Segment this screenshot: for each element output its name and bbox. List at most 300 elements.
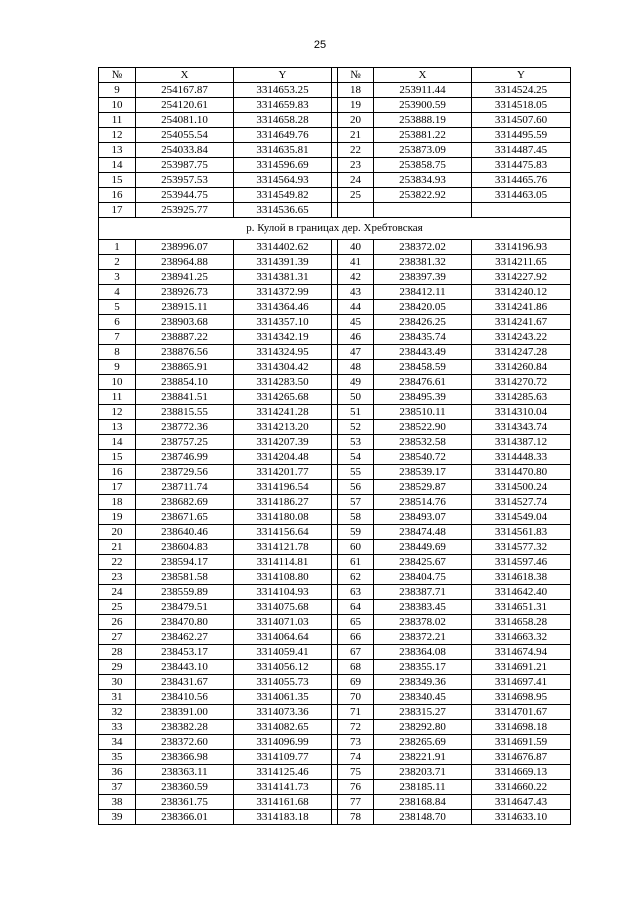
coord-y: 3314204.48 [234, 450, 332, 465]
point-num-right: 75 [338, 765, 374, 780]
coord-x: 238996.07 [136, 240, 234, 255]
point-num-right: 73 [338, 735, 374, 750]
coord-x-right: 238387.71 [374, 585, 472, 600]
point-num: 17 [99, 203, 136, 218]
point-num-right: 25 [338, 188, 374, 203]
table-row [99, 360, 571, 375]
table-row [99, 750, 571, 765]
coord-x: 238865.91 [136, 360, 234, 375]
point-num: 39 [99, 810, 136, 825]
coord-y-right: 3314448.33 [472, 450, 571, 465]
point-num: 37 [99, 780, 136, 795]
coord-y: 3314635.81 [234, 143, 332, 158]
coord-x: 238361.75 [136, 795, 234, 810]
coord-y-right: 3314196.93 [472, 240, 571, 255]
coord-x: 238410.56 [136, 690, 234, 705]
table-row [99, 570, 571, 585]
coord-x-right: 238315.27 [374, 705, 472, 720]
point-num-right: 24 [338, 173, 374, 188]
point-num-right: 67 [338, 645, 374, 660]
coord-x: 238462.27 [136, 630, 234, 645]
header-x: X [136, 68, 234, 83]
coord-y-right: 3314243.22 [472, 330, 571, 345]
point-num: 13 [99, 143, 136, 158]
table-row [99, 690, 571, 705]
coord-x-right: 238420.05 [374, 300, 472, 315]
coord-x-right: 238540.72 [374, 450, 472, 465]
coord-y-right: 3314518.05 [472, 98, 571, 113]
coord-x-right: 253858.75 [374, 158, 472, 173]
coord-y: 3314109.77 [234, 750, 332, 765]
table-row [99, 600, 571, 615]
coord-y: 3314241.28 [234, 405, 332, 420]
coord-x-right: 238435.74 [374, 330, 472, 345]
point-num-right: 19 [338, 98, 374, 113]
coord-y-right: 3314669.13 [472, 765, 571, 780]
coord-y-right: 3314527.74 [472, 495, 571, 510]
table-row [99, 630, 571, 645]
coord-y-right: 3314260.84 [472, 360, 571, 375]
table-row [99, 450, 571, 465]
table-row [99, 330, 571, 345]
point-num-right: 44 [338, 300, 374, 315]
coord-x: 238470.80 [136, 615, 234, 630]
coord-x: 238746.99 [136, 450, 234, 465]
coord-y-right: 3314549.04 [472, 510, 571, 525]
point-num-right: 70 [338, 690, 374, 705]
coord-x: 238594.17 [136, 555, 234, 570]
table-row [99, 405, 571, 420]
table-row [99, 345, 571, 360]
coord-y: 3314183.18 [234, 810, 332, 825]
table-row [99, 390, 571, 405]
coordinates-table [98, 67, 571, 825]
coord-y-right: 3314310.04 [472, 405, 571, 420]
coord-x: 254167.87 [136, 83, 234, 98]
coord-y: 3314073.36 [234, 705, 332, 720]
table-row [99, 240, 571, 255]
coord-y: 3314075.68 [234, 600, 332, 615]
coord-x-right: 238349.36 [374, 675, 472, 690]
table-row [99, 660, 571, 675]
table-row [99, 510, 571, 525]
coord-y: 3314304.42 [234, 360, 332, 375]
coord-x-right: 238458.59 [374, 360, 472, 375]
table-row [99, 315, 571, 330]
coord-y-right: 3314247.28 [472, 345, 571, 360]
coord-x-right: 238443.49 [374, 345, 472, 360]
coord-y-right: 3314660.22 [472, 780, 571, 795]
point-num-right: 64 [338, 600, 374, 615]
table-row [99, 555, 571, 570]
coord-x-right: 238495.39 [374, 390, 472, 405]
table-row [99, 615, 571, 630]
coord-x-right: 238522.90 [374, 420, 472, 435]
table-row [99, 255, 571, 270]
table-row [99, 645, 571, 660]
coord-x: 238941.25 [136, 270, 234, 285]
coord-y: 3314196.54 [234, 480, 332, 495]
coord-y: 3314104.93 [234, 585, 332, 600]
coord-x-right: 238476.61 [374, 375, 472, 390]
coord-x: 238711.74 [136, 480, 234, 495]
point-num: 14 [99, 435, 136, 450]
point-num: 12 [99, 405, 136, 420]
point-num: 24 [99, 585, 136, 600]
point-num: 35 [99, 750, 136, 765]
point-num: 10 [99, 98, 136, 113]
coord-y-right: 3314495.59 [472, 128, 571, 143]
point-num-right: 63 [338, 585, 374, 600]
coord-x: 254081.10 [136, 113, 234, 128]
coord-x: 238366.98 [136, 750, 234, 765]
coord-x-right: 238514.76 [374, 495, 472, 510]
point-num: 12 [99, 128, 136, 143]
coord-x-right: 238378.02 [374, 615, 472, 630]
coord-y-right: 3314387.12 [472, 435, 571, 450]
coord-x: 238431.67 [136, 675, 234, 690]
coord-x: 253925.77 [136, 203, 234, 218]
coord-x: 238876.56 [136, 345, 234, 360]
table-row [99, 495, 571, 510]
coord-y: 3314121.78 [234, 540, 332, 555]
table-row [99, 720, 571, 735]
point-num: 23 [99, 570, 136, 585]
point-num: 3 [99, 270, 136, 285]
point-num: 9 [99, 83, 136, 98]
table-row [99, 270, 571, 285]
header-y-right: Y [472, 68, 571, 83]
coord-x: 238443.10 [136, 660, 234, 675]
coord-x: 254033.84 [136, 143, 234, 158]
coord-x-right: 238426.25 [374, 315, 472, 330]
coord-x-right: 238383.45 [374, 600, 472, 615]
coord-x-right: 238449.69 [374, 540, 472, 555]
coord-x-right: 238404.75 [374, 570, 472, 585]
coord-y: 3314402.62 [234, 240, 332, 255]
coord-y: 3314061.35 [234, 690, 332, 705]
coord-y-right: 3314343.74 [472, 420, 571, 435]
coord-y: 3314596.69 [234, 158, 332, 173]
coord-x: 238887.22 [136, 330, 234, 345]
coord-y: 3314549.82 [234, 188, 332, 203]
coord-x: 238964.88 [136, 255, 234, 270]
coord-x-right [374, 203, 472, 218]
point-num: 26 [99, 615, 136, 630]
point-num-right: 43 [338, 285, 374, 300]
coord-x: 238772.36 [136, 420, 234, 435]
point-num: 16 [99, 188, 136, 203]
point-num: 16 [99, 465, 136, 480]
coord-x-right: 238412.11 [374, 285, 472, 300]
point-num-right: 59 [338, 525, 374, 540]
coord-y-right: 3314500.24 [472, 480, 571, 495]
table-row [99, 435, 571, 450]
point-num: 28 [99, 645, 136, 660]
point-num-right: 46 [338, 330, 374, 345]
coord-x-right: 238203.71 [374, 765, 472, 780]
coord-y-right: 3314691.21 [472, 660, 571, 675]
coord-y: 3314201.77 [234, 465, 332, 480]
table-header-row [99, 68, 571, 83]
header-x-right: X [374, 68, 472, 83]
coord-x: 238559.89 [136, 585, 234, 600]
point-num: 4 [99, 285, 136, 300]
coord-x: 238366.01 [136, 810, 234, 825]
coord-y-right [472, 203, 571, 218]
coord-y-right: 3314691.59 [472, 735, 571, 750]
coord-y: 3314324.95 [234, 345, 332, 360]
coord-y-right: 3314663.32 [472, 630, 571, 645]
point-num: 22 [99, 555, 136, 570]
coord-x: 254120.61 [136, 98, 234, 113]
point-num-right: 57 [338, 495, 374, 510]
coord-x: 238757.25 [136, 435, 234, 450]
header-num: № [99, 68, 136, 83]
coord-y-right: 3314674.94 [472, 645, 571, 660]
point-num: 13 [99, 420, 136, 435]
table-row [99, 735, 571, 750]
table-row [99, 420, 571, 435]
coord-y: 3314064.64 [234, 630, 332, 645]
coord-x: 238682.69 [136, 495, 234, 510]
point-num-right: 49 [338, 375, 374, 390]
point-num: 17 [99, 480, 136, 495]
coord-x: 253944.75 [136, 188, 234, 203]
coord-x: 238453.17 [136, 645, 234, 660]
coord-x-right: 253900.59 [374, 98, 472, 113]
section-title-row [99, 218, 571, 240]
coord-x-right: 238510.11 [374, 405, 472, 420]
point-num-right: 45 [338, 315, 374, 330]
coord-x-right: 238185.11 [374, 780, 472, 795]
coord-y: 3314357.10 [234, 315, 332, 330]
point-num: 19 [99, 510, 136, 525]
coord-x: 238815.55 [136, 405, 234, 420]
coord-x-right: 238474.48 [374, 525, 472, 540]
point-num-right: 66 [338, 630, 374, 645]
coord-x: 238479.51 [136, 600, 234, 615]
point-num: 32 [99, 705, 136, 720]
point-num-right: 18 [338, 83, 374, 98]
table-row [99, 128, 571, 143]
coord-y-right: 3314698.95 [472, 690, 571, 705]
coord-x: 238841.51 [136, 390, 234, 405]
point-num-right: 41 [338, 255, 374, 270]
coord-y-right: 3314577.32 [472, 540, 571, 555]
table-row [99, 465, 571, 480]
point-num: 9 [99, 360, 136, 375]
coord-y-right: 3314647.43 [472, 795, 571, 810]
point-num: 11 [99, 390, 136, 405]
point-num: 7 [99, 330, 136, 345]
coord-x-right: 238148.70 [374, 810, 472, 825]
coord-y: 3314071.03 [234, 615, 332, 630]
point-num-right: 65 [338, 615, 374, 630]
point-num: 2 [99, 255, 136, 270]
point-num-right: 78 [338, 810, 374, 825]
coord-y-right: 3314465.76 [472, 173, 571, 188]
coord-x: 238581.58 [136, 570, 234, 585]
table-row [99, 375, 571, 390]
point-num-right: 62 [338, 570, 374, 585]
coord-x: 238729.56 [136, 465, 234, 480]
table-row [99, 705, 571, 720]
coord-y: 3314141.73 [234, 780, 332, 795]
point-num: 15 [99, 173, 136, 188]
coord-y-right: 3314698.18 [472, 720, 571, 735]
coord-y: 3314283.50 [234, 375, 332, 390]
coord-y-right: 3314561.83 [472, 525, 571, 540]
header-num-right: № [338, 68, 374, 83]
coord-y-right: 3314470.80 [472, 465, 571, 480]
coord-y: 3314114.81 [234, 555, 332, 570]
coord-x: 238372.60 [136, 735, 234, 750]
coord-y-right: 3314651.31 [472, 600, 571, 615]
coord-y: 3314082.65 [234, 720, 332, 735]
coord-y: 3314055.73 [234, 675, 332, 690]
coord-x-right: 253834.93 [374, 173, 472, 188]
coord-x: 238360.59 [136, 780, 234, 795]
coord-x: 238363.11 [136, 765, 234, 780]
coord-y: 3314056.12 [234, 660, 332, 675]
coord-x: 238604.83 [136, 540, 234, 555]
coord-y: 3314108.80 [234, 570, 332, 585]
table-row [99, 143, 571, 158]
coord-x: 238382.28 [136, 720, 234, 735]
coord-y-right: 3314475.83 [472, 158, 571, 173]
table-row [99, 780, 571, 795]
point-num-right [338, 203, 374, 218]
coord-x: 238915.11 [136, 300, 234, 315]
coord-y-right: 3314487.45 [472, 143, 571, 158]
coord-y-right: 3314697.41 [472, 675, 571, 690]
coord-x-right: 238425.67 [374, 555, 472, 570]
table-row [99, 795, 571, 810]
coord-x: 238926.73 [136, 285, 234, 300]
coord-y: 3314364.46 [234, 300, 332, 315]
coord-x: 238671.65 [136, 510, 234, 525]
point-num-right: 56 [338, 480, 374, 495]
coord-x-right: 253881.22 [374, 128, 472, 143]
coord-x: 238391.00 [136, 705, 234, 720]
coord-y-right: 3314658.28 [472, 615, 571, 630]
point-num-right: 52 [338, 420, 374, 435]
coord-y-right: 3314642.40 [472, 585, 571, 600]
point-num: 15 [99, 450, 136, 465]
coord-x-right: 238539.17 [374, 465, 472, 480]
point-num-right: 21 [338, 128, 374, 143]
table-row [99, 480, 571, 495]
coord-y: 3314391.39 [234, 255, 332, 270]
coord-y: 3314649.76 [234, 128, 332, 143]
point-num-right: 58 [338, 510, 374, 525]
point-num: 20 [99, 525, 136, 540]
point-num: 27 [99, 630, 136, 645]
coord-x-right: 238364.08 [374, 645, 472, 660]
point-num: 36 [99, 765, 136, 780]
table-row [99, 585, 571, 600]
point-num-right: 61 [338, 555, 374, 570]
coord-x-right: 238265.69 [374, 735, 472, 750]
coord-x: 238640.46 [136, 525, 234, 540]
coord-y: 3314096.99 [234, 735, 332, 750]
point-num: 34 [99, 735, 136, 750]
coord-x-right: 253822.92 [374, 188, 472, 203]
table-row [99, 83, 571, 98]
point-num: 29 [99, 660, 136, 675]
coord-y: 3314161.68 [234, 795, 332, 810]
point-num: 5 [99, 300, 136, 315]
coord-x-right: 253911.44 [374, 83, 472, 98]
coord-y-right: 3314507.60 [472, 113, 571, 128]
coord-x-right: 238532.58 [374, 435, 472, 450]
coord-x: 253987.75 [136, 158, 234, 173]
table-row [99, 675, 571, 690]
coord-y: 3314213.20 [234, 420, 332, 435]
coord-x: 253957.53 [136, 173, 234, 188]
coord-y-right: 3314701.67 [472, 705, 571, 720]
coord-x-right: 238292.80 [374, 720, 472, 735]
point-num-right: 23 [338, 158, 374, 173]
point-num-right: 42 [338, 270, 374, 285]
coord-y-right: 3314676.87 [472, 750, 571, 765]
coord-x-right: 238397.39 [374, 270, 472, 285]
point-num: 11 [99, 113, 136, 128]
table-row [99, 285, 571, 300]
coord-y: 3314059.41 [234, 645, 332, 660]
coord-y-right: 3314597.46 [472, 555, 571, 570]
coord-x-right: 238372.02 [374, 240, 472, 255]
point-num-right: 54 [338, 450, 374, 465]
point-num-right: 74 [338, 750, 374, 765]
point-num: 33 [99, 720, 136, 735]
point-num: 10 [99, 375, 136, 390]
point-num-right: 48 [338, 360, 374, 375]
point-num-right: 71 [338, 705, 374, 720]
coord-y: 3314342.19 [234, 330, 332, 345]
point-num-right: 69 [338, 675, 374, 690]
coord-x-right: 238381.32 [374, 255, 472, 270]
coord-y-right: 3314524.25 [472, 83, 571, 98]
coord-x-right: 238340.45 [374, 690, 472, 705]
coord-y-right: 3314633.10 [472, 810, 571, 825]
point-num-right: 68 [338, 660, 374, 675]
point-num: 18 [99, 495, 136, 510]
coord-x-right: 238372.21 [374, 630, 472, 645]
point-num-right: 72 [338, 720, 374, 735]
point-num-right: 40 [338, 240, 374, 255]
coord-x-right: 238529.87 [374, 480, 472, 495]
coord-y-right: 3314241.86 [472, 300, 571, 315]
coord-y: 3314125.46 [234, 765, 332, 780]
point-num: 6 [99, 315, 136, 330]
coord-y-right: 3314285.63 [472, 390, 571, 405]
coord-y: 3314659.83 [234, 98, 332, 113]
table-row [99, 98, 571, 113]
point-num: 8 [99, 345, 136, 360]
coord-y: 3314564.93 [234, 173, 332, 188]
coord-y: 3314381.31 [234, 270, 332, 285]
coord-y: 3314207.39 [234, 435, 332, 450]
coord-y-right: 3314241.67 [472, 315, 571, 330]
point-num-right: 77 [338, 795, 374, 810]
coord-x-right: 253873.09 [374, 143, 472, 158]
point-num: 1 [99, 240, 136, 255]
coord-y: 3314186.27 [234, 495, 332, 510]
coord-x: 254055.54 [136, 128, 234, 143]
coord-x-right: 238221.91 [374, 750, 472, 765]
